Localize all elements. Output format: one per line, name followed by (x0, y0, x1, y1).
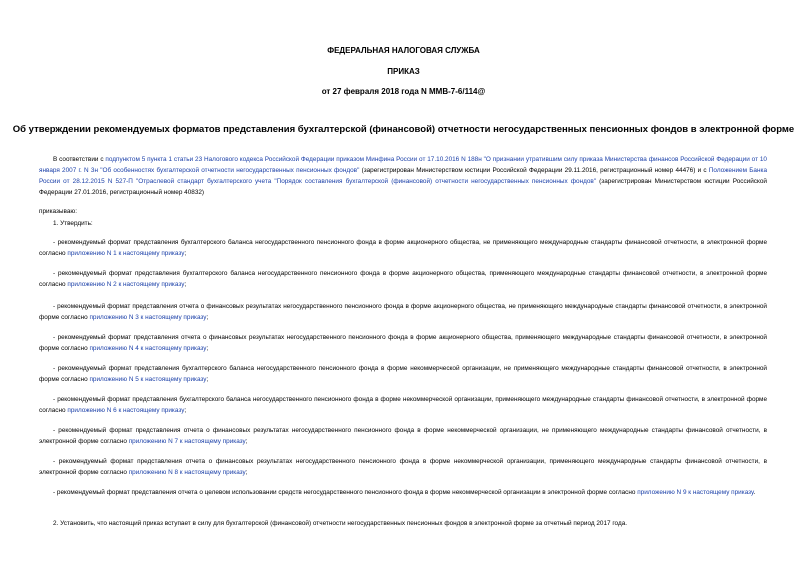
list-item: - рекомендуемый формат представления отчета о финансовых результатах негосударственного пенсионного фонда в форме акционерного общества, применяющего международные стандарты финансовой отчетности, в электронной форме согласно приложению N 4 к настоящему приказу; (39, 334, 767, 352)
list-item: - рекомендуемый формат представления бухгалтерского баланса негосударственного пенсионного фонда в форме некоммерческой организации, применяющего международные стандарты финансовой отчетности, в электронной форме согласно приложению N 6 к настоящему приказу; (39, 396, 767, 414)
tax-code-link[interactable]: подпунктом 5 пункта 1 статьи 23 Налогового кодекса Российской Федерации (105, 156, 335, 163)
appendix-9-link[interactable]: приложению N 9 к настоящему приказу (637, 489, 754, 496)
appendix-3-link[interactable]: приложению N 3 к настоящему приказу (89, 314, 207, 321)
point-2: 2. Установить, что настоящий приказ вступает в силу для бухгалтерской (финансовой) отчетности негосударственных пенсионных фондов в электронной форме за отчетный период 2017 года. (53, 520, 628, 527)
document-type: ПРИКАЗ (387, 67, 420, 76)
appendix-2-link[interactable]: приложению N 2 к настоящему приказу (67, 281, 185, 288)
point-1: 1. Утвердить: (53, 220, 93, 227)
appendix-1-link[interactable]: приложению N 1 к настоящему приказу (67, 250, 185, 257)
document-title: Об утверждении рекомендуемых форматов представления бухгалтерской (финансовой) отчетности негосударственных пенсионных фондов в электронной форме (12, 124, 795, 135)
list-item: - рекомендуемый формат представления бухгалтерского баланса негосударственного пенсионного фонда в форме некоммерческой организации, не применяющего международные стандарты финансовой отчетности, в электронной форме согласно приложению N 5 к настоящему приказу; (39, 365, 767, 383)
list-item: - рекомендуемый формат представления бухгалтерского баланса негосударственного пенсионного фонда в форме акционерного общества, применяющего международные стандарты финансовой отчетности, в электронной форме согласно приложению N 2 к настоящему приказу; (39, 270, 767, 288)
preamble-paragraph: В соответствии с подпунктом 5 пункта 1 статьи 23 Налогового кодекса Российской Федерации приказом Минфина России от 17.10.2016 N 188н "О признании утратившим силу приказа Министерства финансов Российской Федерации от 10 января 2007 г. N 3н "Об особенностях бухгалтерской отчетности негосударственных пенсионных фондов" (зарегистрирован Министерством юстиции Российской Федерации 29.11.2016, регистрационный номер 44476) и с Положением Банка России от 28.12.2015 N 527-П "Отраслевой стандарт бухгалтерского учета "Порядок составления бухгалтерской (финансовой) отчетности негосударственных пенсионных фондов" (зарегистрирован Министерством юстиции Российской Федерации 27.01.2016, регистрационный номер 40832) (39, 156, 767, 196)
appendix-8-link[interactable]: приложению N 8 к настоящему приказу (128, 469, 246, 476)
order-word: приказываю: (39, 208, 77, 215)
list-item: - рекомендуемый формат представления отчета о финансовых результатах негосударственного пенсионного фонда в форме некоммерческой организации, применяющего международные стандарты финансовой отчетности, в электронной форме согласно приложению N 8 к настоящему приказу; (39, 458, 767, 476)
bank-regulation-link[interactable]: Положением Банка России от 28.12.2015 N 527-П "Отраслевой стандарт бухгалтерского учета "Порядок составления бухгалтерской (финансовой) отчетности негосударственных пенсионных фондов" (39, 167, 767, 185)
appendix-7-link[interactable]: приложению N 7 к настоящему приказу (128, 438, 246, 445)
document-date-number: от 27 февраля 2018 года N ММВ-7-6/114@ (321, 87, 486, 96)
list-item: - рекомендуемый формат представления отчета о целевом использовании средств негосударственного пенсионного фонда в форме некоммерческой организации в электронной форме согласно приложению N 9 к настоящему приказу. (53, 489, 756, 496)
appendix-4-link[interactable]: приложению N 4 к настоящему приказу (89, 345, 207, 352)
appendix-6-link[interactable]: приложению N 6 к настоящему приказу (67, 407, 185, 414)
appendix-5-link[interactable]: приложению N 5 к настоящему приказу (89, 376, 207, 383)
list-item: - рекомендуемый формат представления отчета о финансовых результатах негосударственного пенсионного фонда в форме акционерного общества, не применяющего международные стандарты финансовой отчетности, в электронной форме согласно приложению N 3 к настоящему приказу; (39, 303, 767, 321)
agency-name: ФЕДЕРАЛЬНАЯ НАЛОГОВАЯ СЛУЖБА (327, 46, 480, 55)
list-item: - рекомендуемый формат представления отчета о финансовых результатах негосударственного пенсионного фонда в форме некоммерческой организации, не применяющего международные стандарты финансовой отчетности, в электронной форме согласно приложению N 7 к настоящему приказу; (39, 427, 767, 445)
minfin-order-link[interactable]: приказом Минфина России от 17.10.2016 N 188н "О признании утратившим силу приказа Министерства финансов Российской Федерации от 10 января 2007 г. N 3н "Об особенностях бухгалтерской отчетности негосударственных пенсионных фондов" (39, 156, 767, 174)
list-item: - рекомендуемый формат представления бухгалтерского баланса негосударственного пенсионного фонда в форме акционерного общества, не применяющего международные стандарты финансовой отчетности, в электронной форме согласно приложению N 1 к настоящему приказу; (39, 239, 767, 257)
